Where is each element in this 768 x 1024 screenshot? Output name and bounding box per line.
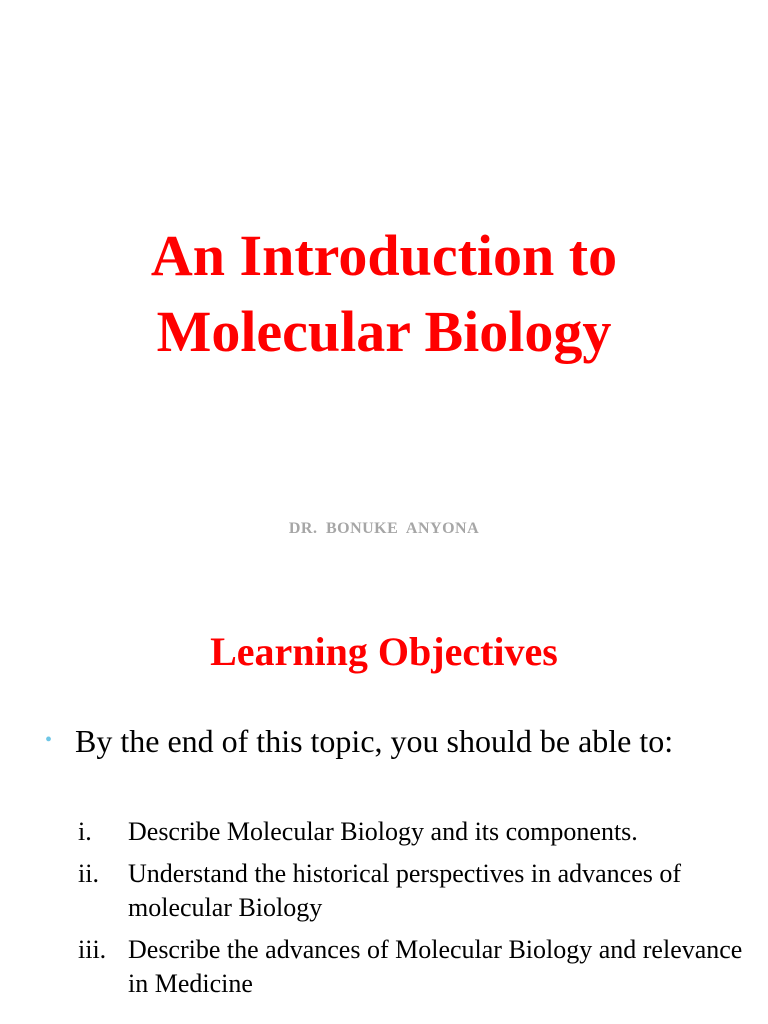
list-item-number: iii. bbox=[78, 935, 107, 964]
section-heading: Learning Objectives bbox=[210, 629, 558, 674]
list-item-text: Understand the historical perspectives in advances of molecular Biology bbox=[128, 859, 682, 922]
objectives-list bbox=[78, 815, 758, 1009]
document-title bbox=[0, 218, 768, 370]
intro-bullet bbox=[45, 718, 755, 763]
bullet-dot-icon: • bbox=[45, 729, 53, 751]
list-item bbox=[78, 857, 758, 925]
author-name: DR. BONUKE ANYONA bbox=[288, 520, 480, 537]
title-line-2: Molecular Biology bbox=[156, 299, 612, 364]
intro-bullet-text: By the end of this topic, you should be able to: bbox=[75, 723, 674, 759]
list-item bbox=[78, 933, 758, 1001]
list-item-text: Describe the advances of Molecular Biology and relevance in Medicine bbox=[128, 935, 743, 998]
list-item bbox=[78, 815, 758, 849]
list-item-text: Describe Molecular Biology and its components. bbox=[128, 817, 638, 846]
title-line-1: An Introduction to bbox=[150, 223, 618, 288]
list-item-number: i. bbox=[78, 817, 92, 846]
list-item-number: ii. bbox=[78, 859, 99, 888]
